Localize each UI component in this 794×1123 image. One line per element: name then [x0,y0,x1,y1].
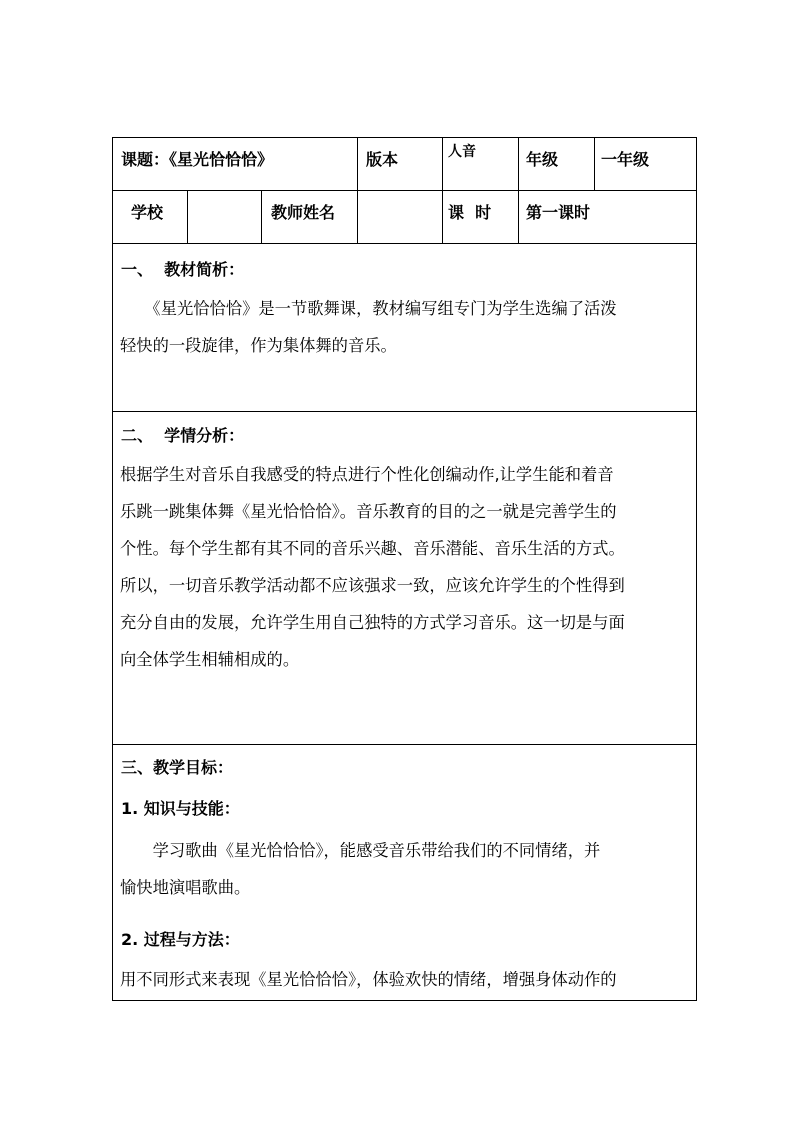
material-paragraph [120,290,690,364]
row-divider [113,411,696,412]
column-divider [261,190,262,243]
school-label: 学校 [131,203,164,222]
paragraph-line: 学习歌曲《星光恰恰恰》，能感受音乐带给我们的不同情绪，并 [120,841,601,860]
paragraph-line: 所以，一切音乐教学活动都不应该强求一致，应该允许学生的个性得到 [120,576,625,595]
knowledge-skills-paragraph [120,832,690,906]
teacher-label: 教师姓名 [271,203,336,222]
edition-label: 版本 [366,150,399,169]
edition-value: 人音 [448,144,476,160]
lesson-plan-table [112,137,697,1001]
paragraph-line: 充分自由的发展，允许学生用自己独特的方式学习音乐。这一切是与面 [120,613,625,632]
process-method-paragraph [120,961,690,998]
paragraph-line: 根据学生对音乐自我感受的特点进行个性化创编动作,让学生能和着音 [120,465,614,484]
row-divider [113,744,696,745]
column-divider [187,190,188,243]
row-divider [113,243,696,244]
column-divider [518,138,519,243]
period-value: 第一课时 [526,203,591,222]
goals-heading: 三、教学目标： [121,758,234,777]
topic-label: 课题：《星光恰恰恰》 [121,150,274,169]
paragraph-line: 愉快地演唱歌曲。 [120,878,251,897]
column-divider [442,138,443,243]
paragraph-line: 轻快的一段旋律，作为集体舞的音乐。 [120,336,397,355]
paragraph-line: 乐跳一跳集体舞《星光恰恰恰》。音乐教育的目的之一就是完善学生的 [120,502,617,521]
paragraph-line: 用不同形式来表现《星光恰恰恰》，体验欢快的情绪，增强身体动作的 [120,970,617,989]
knowledge-skills-heading: 1. 知识与技能： [121,799,240,818]
students-paragraph [120,456,690,678]
period-label: 课 时 [448,203,492,222]
paragraph-line: 《星光恰恰恰》是一节歌舞课，教材编写组专门为学生选编了活泼 [120,299,617,318]
grade-label: 年级 [526,150,559,169]
column-divider [357,138,358,243]
grade-value: 一年级 [601,150,650,169]
process-method-heading: 2. 过程与方法： [121,930,240,949]
paragraph-line: 向全体学生相辅相成的。 [120,650,300,669]
row-divider [113,190,696,191]
students-heading: 二、 学情分析： [121,426,245,445]
column-divider [594,138,595,190]
paragraph-line: 个性。每个学生都有其不同的音乐兴趣、音乐潜能、音乐生活的方式。 [120,539,625,558]
material-heading: 一、 教材简析： [121,260,245,279]
